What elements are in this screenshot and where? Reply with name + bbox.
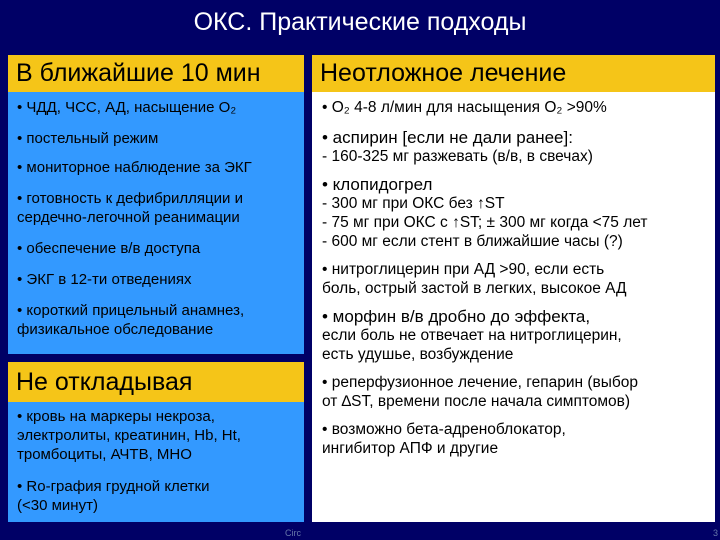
- footer-citation: Circ: [285, 528, 301, 538]
- left-top-list: [8, 92, 304, 354]
- list-item: • постельный режим: [17, 130, 159, 147]
- slide-title: ОКС. Практические подходы: [193, 8, 527, 36]
- list-item: • клопидогрел - 300 мг при ОКС без ↑ST - 75 мг при ОКС с ↑ST; ± 300 мг когда <75 лет - 600 мг если стент в ближайшие часы (?): [322, 175, 648, 250]
- left-bottom-list: [8, 402, 304, 522]
- list-item: • мониторное наблюдение за ЭКГ: [17, 159, 252, 176]
- list-item: • готовность к дефибрилляции и сердечно-легочной реанимации: [17, 190, 243, 226]
- list-item: • ЭКГ в 12-ти отведениях: [17, 271, 192, 288]
- left-header-delay: Не откладывая: [8, 362, 304, 402]
- list-item: • O₂ 4-8 л/мин для насыщения O₂ >90%: [322, 99, 607, 116]
- list-item: • кровь на маркеры некроза, электролиты, креатинин, Hb, Ht, тромбоциты, АЧТВ, МНО: [17, 408, 241, 463]
- right-list: [312, 92, 715, 522]
- list-item: • ЧДД, ЧСС, АД, насыщение O₂: [17, 99, 237, 116]
- list-item: • морфин в/в дробно до эффекта, если боль не отвечает на нитроглицерин, есть удушье, возбуждение: [322, 307, 622, 363]
- list-item: • реперфузионное лечение, гепарин (выбор от ∆ST, времени после начала симптомов): [322, 374, 639, 410]
- list-item: • короткий прицельный анамнез, физикальное обследование: [17, 302, 245, 338]
- list-item: • Ro-графия грудной клетки (<30 минут): [17, 478, 210, 514]
- list-item: • возможно бета-адреноблокатор, ингибитор АПФ и другие: [322, 421, 566, 457]
- right-header: Неотложное лечение: [312, 55, 715, 92]
- list-item: • нитроглицерин при АД >90, если есть боль, острый застой в легких, высокое АД: [322, 261, 627, 297]
- left-header: В ближайшие 10 мин: [8, 55, 304, 92]
- list-item: • обеспечение в/в доступа: [17, 240, 201, 257]
- list-item: • аспирин [если не дали ранее]: - 160-325 мг разжевать (в/в, в свечах): [322, 128, 593, 165]
- page-number: 3: [712, 528, 718, 538]
